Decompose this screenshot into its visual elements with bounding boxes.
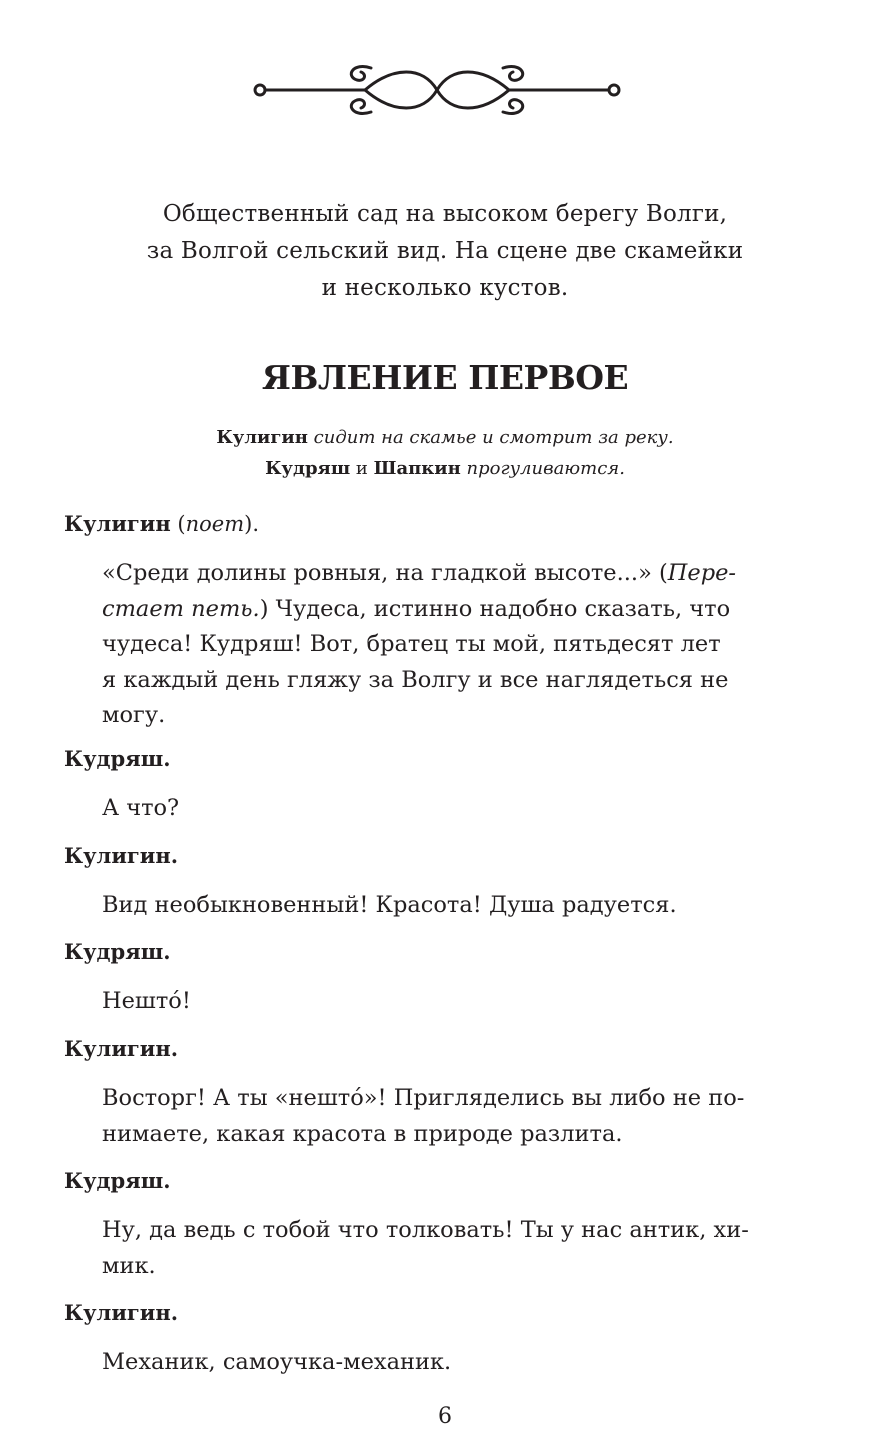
stage-direction-text: сидит на скамье и смотрит за реку. xyxy=(307,427,674,448)
dialogue-block xyxy=(64,743,824,827)
dialogue-block xyxy=(64,840,824,924)
character-name: Шапкин xyxy=(373,458,461,479)
dialogue-block xyxy=(64,508,824,734)
speaker-name: Кудряш. xyxy=(64,939,171,964)
character-name: Кулигин xyxy=(216,427,308,448)
speaker-name: Кулигин. xyxy=(64,1036,179,1061)
speech-line: Восторг! А ты «нештó»! Пригляделись вы либо не по- xyxy=(102,1085,745,1111)
setting-line: Общественный сад на высоком берегу Волги, xyxy=(162,201,728,227)
stage-direction-text: прогуливаются. xyxy=(460,458,625,479)
speech-text xyxy=(102,1081,812,1152)
stage-direction-line xyxy=(100,422,790,453)
speech-line: Ну, да ведь с тобой что толковать! Ты у нас антик, хи- xyxy=(102,1217,749,1243)
speaker-remark xyxy=(171,512,259,536)
remark-open: ( xyxy=(170,512,186,536)
speaker-name: Кудряш. xyxy=(64,1168,171,1193)
speech-text xyxy=(102,984,812,1020)
speech-line: нимаете, какая красота в природе разлита. xyxy=(102,1120,623,1147)
dialogue-block xyxy=(64,936,824,1020)
speech-text xyxy=(102,888,812,924)
scroll-divider-ornament-icon xyxy=(253,58,621,122)
speech-line: мик. xyxy=(102,1252,156,1279)
speech-italic-fragment: стает петь. xyxy=(102,595,260,622)
scene-title: ЯВЛЕНИЕ ПЕРВОЕ xyxy=(261,358,629,397)
speech-line xyxy=(102,556,812,592)
speaker-name: Кулигин. xyxy=(64,843,179,868)
speech-line: могу. xyxy=(102,702,166,728)
speaker-name-text: Кулигин xyxy=(64,511,171,536)
speaker-name: Кулигин. xyxy=(64,1300,179,1325)
conjunction-text: и xyxy=(350,458,374,479)
speech-line xyxy=(102,592,812,628)
speaker-name: Кудряш. xyxy=(64,746,171,771)
dialogue-block xyxy=(64,1165,824,1284)
speech-line: Механик, самоучка-механик. xyxy=(102,1349,452,1375)
speech-line: А что? xyxy=(102,795,180,821)
speech-line: Нештó! xyxy=(102,988,191,1014)
speech-line: чудеса! Кудряш! Вот, братец ты мой, пятьдесят лет xyxy=(102,631,721,657)
setting-line: за Волгой сельский вид. На сцене две скамейки xyxy=(146,238,744,264)
remark-text: поет xyxy=(185,512,245,536)
speech-text xyxy=(102,1345,812,1381)
speech-line: я каждый день гляжу за Волгу и все наглядеться не xyxy=(102,666,729,693)
dialogue-block xyxy=(64,1297,824,1381)
speaker-name xyxy=(64,508,824,540)
speech-text xyxy=(102,791,812,827)
page-number: 6 xyxy=(438,1404,452,1429)
remark-close: ). xyxy=(244,512,260,536)
stage-direction-line xyxy=(100,453,790,484)
speech-line: Вид необыкновенный! Красота! Душа радуется. xyxy=(102,892,677,918)
character-name: Кудряш xyxy=(265,458,351,479)
scene-setting-description xyxy=(120,196,770,307)
speech-fragment: ) Чудеса, истинно надобно сказать, что xyxy=(259,595,731,622)
setting-line: и несколько кустов. xyxy=(321,275,569,301)
speech-text xyxy=(102,1213,812,1284)
stage-direction xyxy=(100,422,790,484)
speech-italic-fragment: Пере- xyxy=(667,560,737,586)
dialogue-block xyxy=(64,1033,824,1152)
speech-text xyxy=(102,556,812,734)
speech-fragment: «Среди долины ровныя, на гладкой высоте...» ( xyxy=(102,560,668,586)
